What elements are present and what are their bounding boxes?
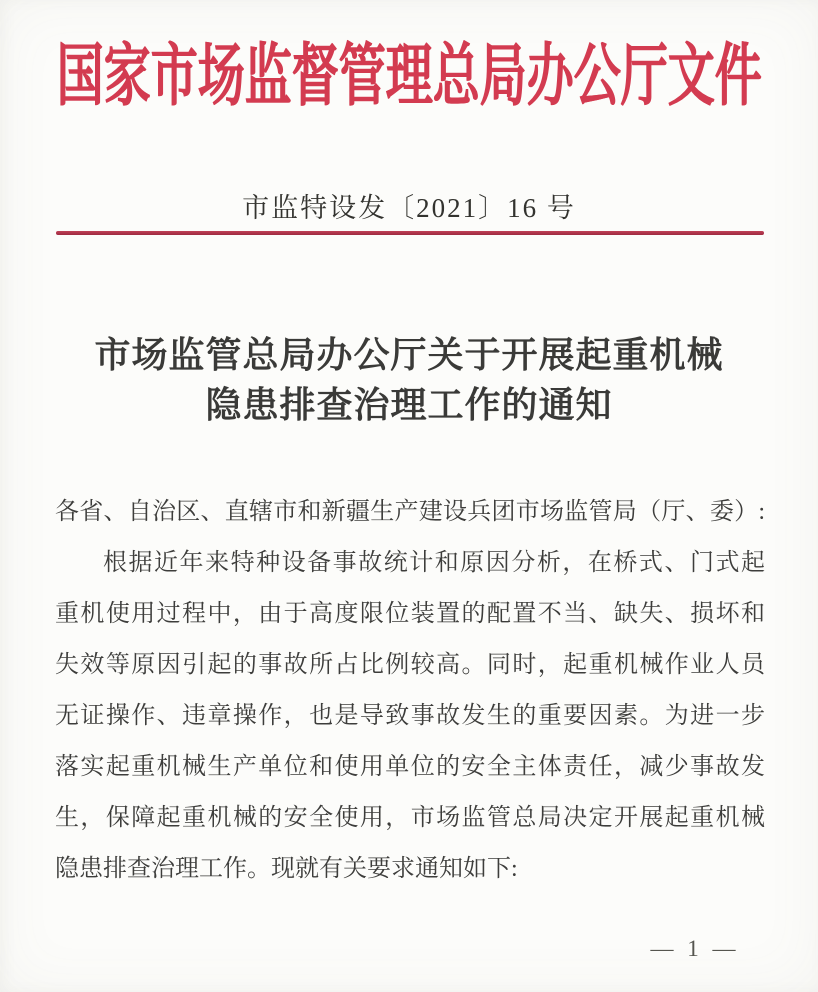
- document-body: [55, 487, 765, 895]
- body-line: 隐患排查治理工作。现就有关要求通知如下:: [55, 856, 518, 882]
- body-line: 失效等原因引起的事故所占比例较高。同时，起重机械作业人员: [55, 652, 765, 678]
- body-line: 落实起重机械生产单位和使用单位的安全主体责任，减少事故发: [55, 754, 765, 780]
- document-title: [0, 330, 818, 430]
- letterhead: [0, 22, 818, 118]
- body-line: 生，保障起重机械的安全使用，市场监管总局决定开展起重机械: [55, 805, 765, 831]
- body-line-salutation: 各省、自治区、直辖市和新疆生产建设兵团市场监管局（厅、委）:: [55, 499, 765, 525]
- letterhead-title: 国家市场监督管理总局办公厅文件: [56, 38, 762, 115]
- red-divider-rule: [56, 231, 764, 235]
- document-number: 市监特设发〔2021〕16 号: [242, 193, 576, 223]
- body-line: 根据近年来特种设备事故统计和原因分析，在桥式、门式起: [103, 550, 765, 576]
- body-line: 无证操作、违章操作，也是导致事故发生的重要因素。为进一步: [55, 703, 765, 729]
- body-line: 重机使用过程中，由于高度限位装置的配置不当、缺失、损坏和: [55, 601, 765, 627]
- document-title-line1: 市场监管总局办公厅关于开展起重机械: [94, 335, 724, 375]
- document-title-line2: 隐患排查治理工作的通知: [205, 385, 613, 425]
- page-number: — 1 —: [650, 936, 740, 961]
